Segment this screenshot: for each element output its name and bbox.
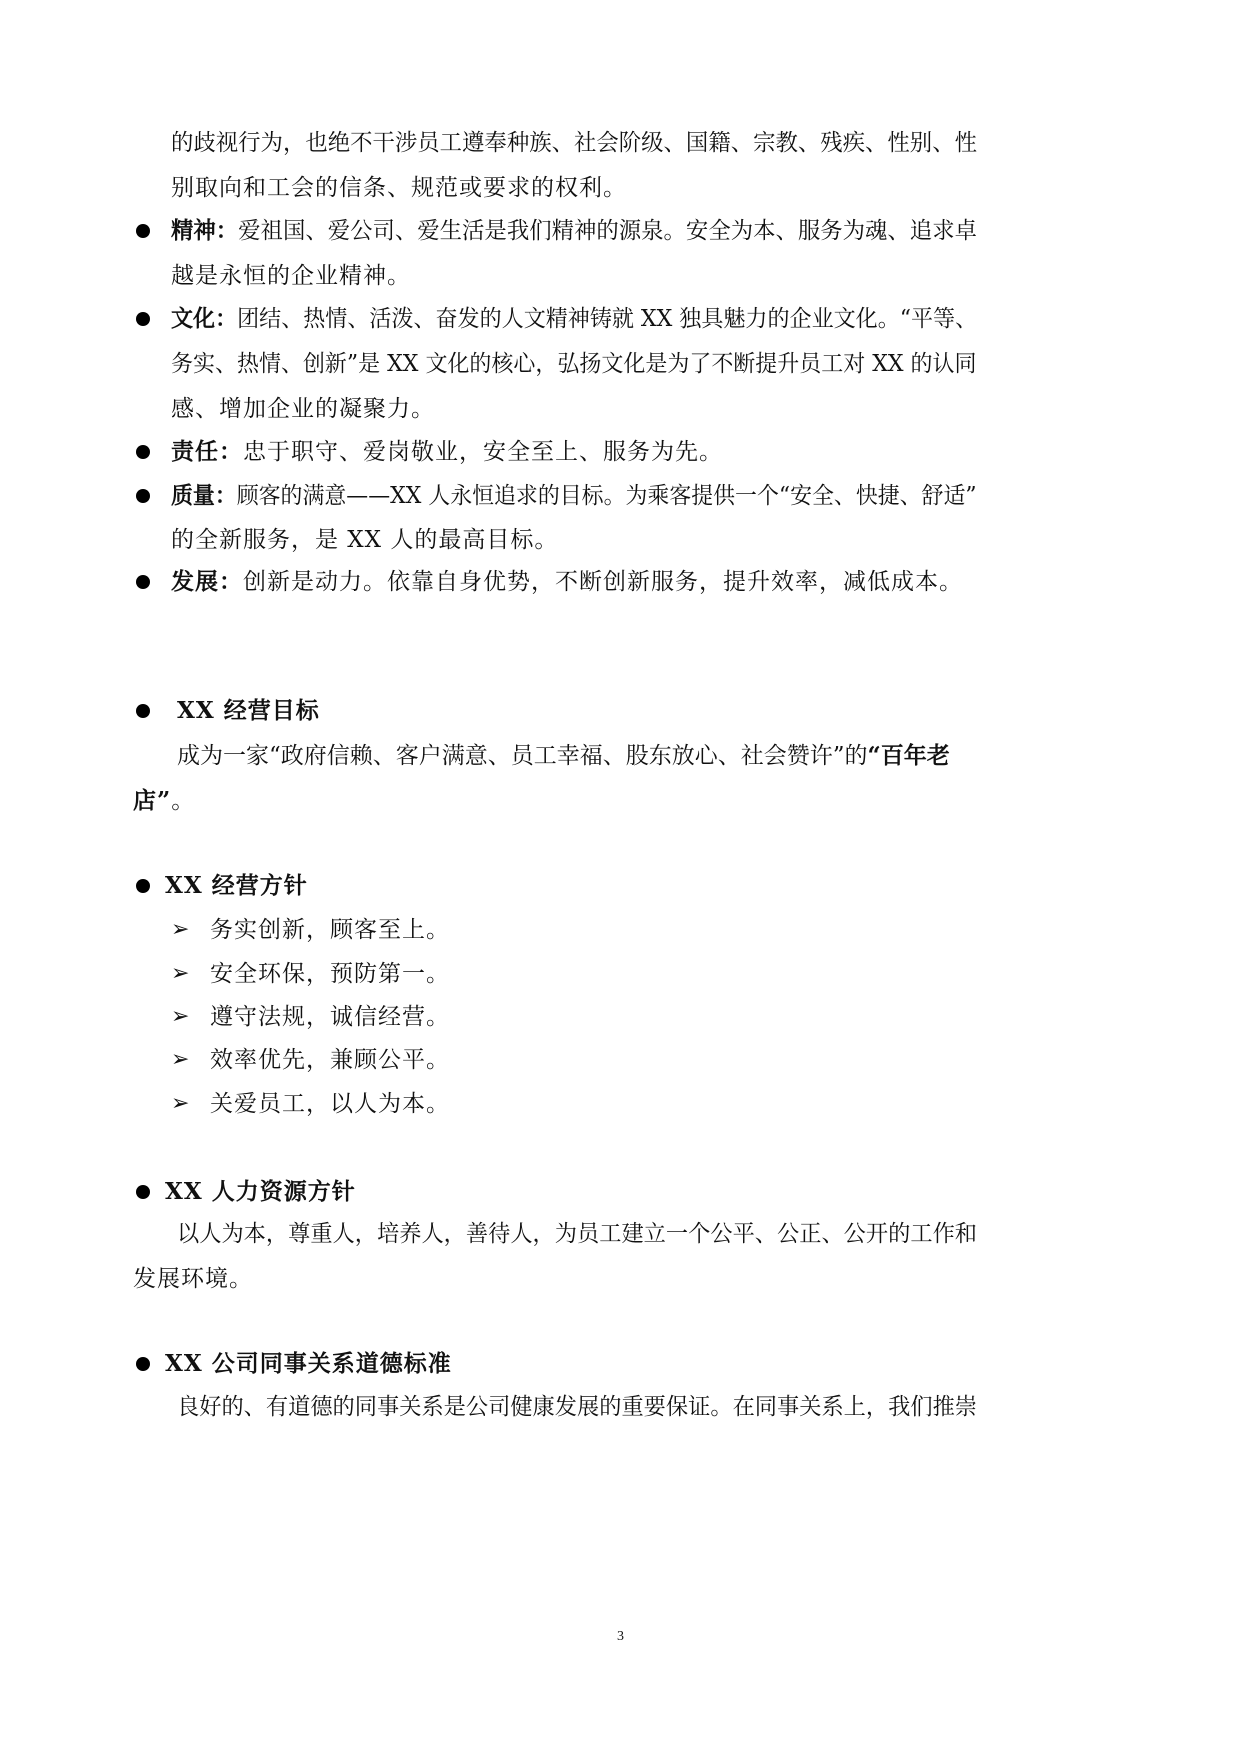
arrow-bullet-icon: ➢ xyxy=(171,917,190,942)
hr-text-line-2: 发展环境。 xyxy=(133,1266,253,1292)
bullet-icon xyxy=(136,879,150,893)
goal-heading: XX 经营目标 xyxy=(177,697,320,724)
value-text-cont: 感、增加企业的凝聚力。 xyxy=(171,396,435,422)
value-text: 爱祖国、爱公司、爱生活是我们精神的源泉。安全为本、服务为魂、追求卓 xyxy=(238,218,977,244)
value-text: 顾客的满意——XX 人永恒追求的目标。为乘客提供一个“安全、快捷、舒适” xyxy=(236,483,977,509)
value-text: 创新是动力。依靠自身优势，不断创新服务，提升效率，减低成本。 xyxy=(243,569,963,595)
policy-item: 效率优先，兼顾公平。 xyxy=(210,1047,450,1073)
hr-text-line-1: 以人为本，尊重人，培养人，善待人，为员工建立一个公平、公正、公开的工作和 xyxy=(177,1221,978,1247)
value-item-culture xyxy=(171,304,977,334)
goal-text-end: 。 xyxy=(171,788,196,814)
arrow-bullet-icon: ➢ xyxy=(171,1047,190,1072)
value-item-responsibility xyxy=(171,437,723,467)
bullet-icon xyxy=(136,445,150,459)
value-label: 发展： xyxy=(171,568,243,595)
bullet-icon xyxy=(136,1185,150,1199)
policy-item: 安全环保，预防第一。 xyxy=(210,961,450,987)
value-text: 忠于职守、爱岗敬业，安全至上、服务为先。 xyxy=(243,439,723,465)
value-text: 团结、热情、活泼、奋发的人文精神铸就 XX 独具魅力的企业文化。“平等、 xyxy=(237,306,978,332)
value-label: 文化： xyxy=(171,305,238,332)
goal-emphasis: “百年老 xyxy=(867,742,950,769)
value-text-cont: 务实、热情、创新”是 XX 文化的核心，弘扬文化是为了不断提升员工对 XX 的认同 xyxy=(171,351,977,377)
policy-heading: XX 经营方针 xyxy=(165,872,308,899)
value-item-spirit xyxy=(171,216,977,246)
intro-line-2: 别取向和工会的信条、规范或要求的权利。 xyxy=(171,175,627,201)
bullet-icon xyxy=(136,224,150,238)
arrow-bullet-icon: ➢ xyxy=(171,1091,190,1116)
value-item-quality xyxy=(171,481,977,511)
goal-text-line-2 xyxy=(133,786,195,816)
ethics-text-line-1: 良好的、有道德的同事关系是公司健康发展的重要保证。在同事关系上，我们推崇 xyxy=(177,1394,978,1420)
arrow-bullet-icon: ➢ xyxy=(171,961,190,986)
bullet-icon xyxy=(136,704,150,718)
value-text-cont: 的全新服务，是 XX 人的最高目标。 xyxy=(171,527,559,553)
bullet-icon xyxy=(136,312,150,326)
bullet-icon xyxy=(136,575,150,589)
hr-heading: XX 人力资源方针 xyxy=(165,1178,356,1205)
page-number: 3 xyxy=(617,1629,624,1644)
goal-text: 成为一家“政府信赖、客户满意、员工幸福、股东放心、社会赞许”的 xyxy=(177,743,868,769)
value-text-cont: 越是永恒的企业精神。 xyxy=(171,263,411,289)
ethics-heading: XX 公司同事关系道德标准 xyxy=(165,1350,452,1377)
value-item-development xyxy=(171,567,963,597)
arrow-bullet-icon: ➢ xyxy=(171,1004,190,1029)
value-label: 责任： xyxy=(171,438,243,465)
intro-line-1: 的歧视行为，也绝不干涉员工遵奉种族、社会阶级、国籍、宗教、残疾、性别、性 xyxy=(171,130,977,156)
value-label: 精神： xyxy=(171,217,239,244)
goal-emphasis: 店” xyxy=(133,787,172,814)
bullet-icon xyxy=(136,489,150,503)
policy-item: 务实创新，顾客至上。 xyxy=(210,917,450,943)
value-label: 质量： xyxy=(171,482,237,509)
policy-item: 遵守法规，诚信经营。 xyxy=(210,1004,450,1030)
bullet-icon xyxy=(136,1357,150,1371)
goal-text-line-1 xyxy=(177,741,950,771)
policy-item: 关爱员工，以人为本。 xyxy=(210,1091,450,1117)
